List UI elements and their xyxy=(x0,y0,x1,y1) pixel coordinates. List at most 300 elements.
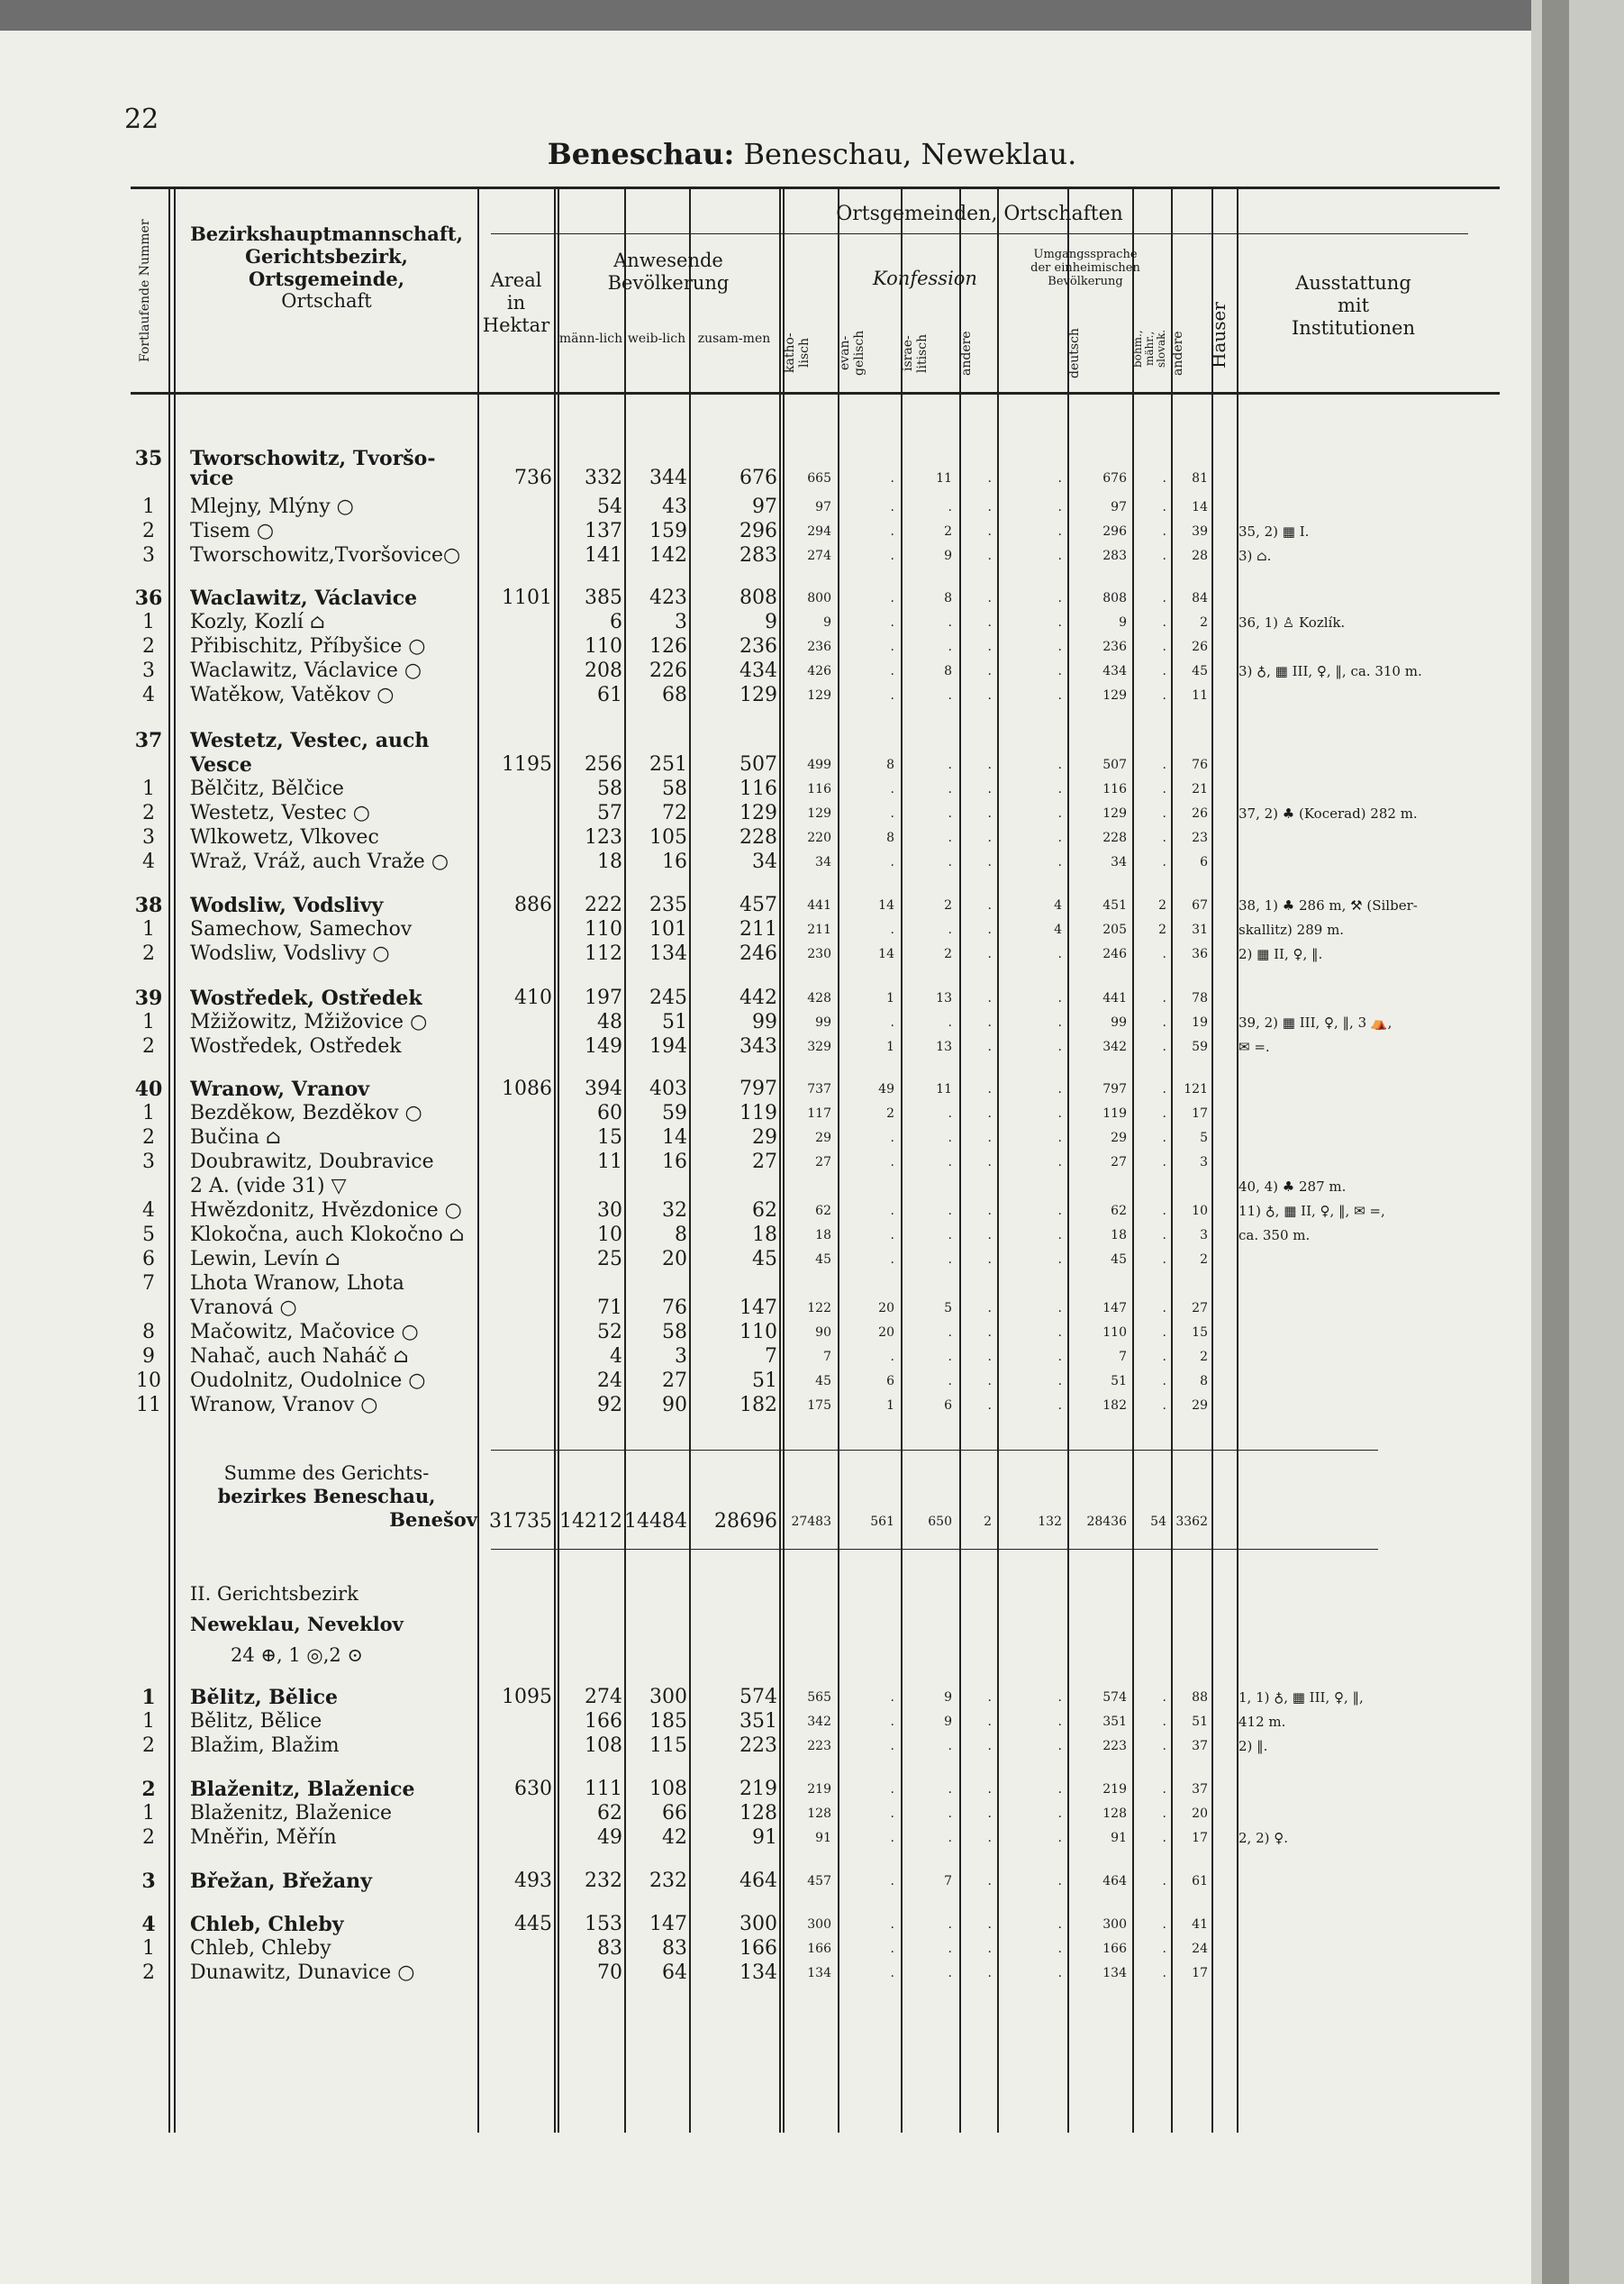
cell-value: . xyxy=(987,615,992,630)
cell-value: 3 xyxy=(675,1345,687,1368)
cell-value: . xyxy=(948,782,952,796)
cell-value: . xyxy=(1057,782,1062,796)
cell-value: 26 xyxy=(1192,806,1208,821)
row-number: 6 xyxy=(142,1248,155,1270)
cell-value: 499 xyxy=(807,758,831,772)
cell-value: 507 xyxy=(739,753,777,776)
place-name: Břežan, Břežany xyxy=(190,1870,372,1892)
row-number: 4 xyxy=(142,1199,155,1222)
cell-value: 2 xyxy=(1158,923,1166,937)
place-name: Wodsliw, Vodslivy xyxy=(190,895,384,916)
place-name: Lhota Wranow, Lhota xyxy=(190,1273,404,1295)
cell-value: 20 xyxy=(878,1301,894,1315)
cell-value: . xyxy=(987,549,992,563)
cell-value: . xyxy=(890,806,894,821)
cell-value: . xyxy=(1162,1040,1166,1054)
cell-value: . xyxy=(1057,947,1062,961)
cell-value: 2 xyxy=(1158,898,1166,913)
header-areal xyxy=(478,269,554,337)
cell-value: 54 xyxy=(597,496,622,518)
header-name-line: Ortsgemeinde, xyxy=(248,268,405,290)
cell-value: . xyxy=(890,524,894,539)
cell-value: . xyxy=(987,1374,992,1388)
cell-value: . xyxy=(890,1942,894,1956)
table-row xyxy=(131,827,1500,849)
cell-value: 29 xyxy=(815,1131,831,1145)
header-name-line: Ortschaft xyxy=(281,290,372,312)
cell-value: 256 xyxy=(585,753,622,776)
cell-value: 10 xyxy=(1192,1204,1208,1218)
cell-value: 24 xyxy=(597,1369,622,1392)
header-ausst-line: Institutionen xyxy=(1292,317,1415,339)
cell-value: 185 xyxy=(649,1710,687,1733)
cell-value: 166 xyxy=(807,1942,831,1956)
place-name: Mžižowitz, Mžižovice ○ xyxy=(190,1012,428,1033)
table-row xyxy=(131,778,1500,800)
cell-value: . xyxy=(1057,1917,1062,1932)
place-name: Dunawitz, Dunavice ○ xyxy=(190,1962,415,1984)
cell-value: 105 xyxy=(649,826,687,849)
sum-label-line: Benešov xyxy=(389,1508,477,1531)
row-number: 1 xyxy=(142,778,155,800)
row-number: 36 xyxy=(134,587,163,610)
header-institutions xyxy=(1238,272,1468,340)
table-row xyxy=(131,1395,1500,1416)
header-umg-line: Bevölkerung xyxy=(1048,275,1123,288)
cell-value: 230 xyxy=(807,947,831,961)
place-name: Wraž, Vráž, auch Vraže ○ xyxy=(190,851,449,873)
cell-value: 62 xyxy=(597,1802,622,1824)
place-name: Bělčitz, Bělčice xyxy=(190,778,344,800)
cell-value: 83 xyxy=(597,1937,622,1960)
cell-value: . xyxy=(1057,1325,1062,1340)
cell-value: 129 xyxy=(739,684,777,706)
place-name: Vranová ○ xyxy=(190,1297,297,1319)
cell-value: . xyxy=(987,923,992,937)
table-row xyxy=(131,730,1500,751)
cell-value: . xyxy=(1162,1917,1166,1932)
cell-value: 17 xyxy=(1192,1106,1208,1121)
cell-value: . xyxy=(1057,1155,1062,1169)
cell-value: 8 xyxy=(886,758,894,772)
institutions-note: 1, 1) ♁, ▦ III, ♀, ‖, xyxy=(1238,1689,1364,1706)
cell-value: . xyxy=(948,1782,952,1797)
cell-value: 34 xyxy=(1111,855,1127,869)
cell-value: . xyxy=(948,1831,952,1845)
institutions-note: 3) ⌂. xyxy=(1238,548,1272,564)
cell-value: 8 xyxy=(944,664,952,678)
header-catholic: katho-lisch xyxy=(783,332,812,374)
cell-value: 23 xyxy=(1192,831,1208,845)
cell-value: 111 xyxy=(585,1778,622,1800)
cell-value: . xyxy=(1162,524,1166,539)
table-row xyxy=(131,1711,1500,1733)
cell-value: . xyxy=(1162,640,1166,654)
place-name: Blaženitz, Blaženice xyxy=(190,1803,393,1824)
row-number: 9 xyxy=(142,1345,155,1368)
court-district-line: 24 ⊕, 1 ◎,2 ⊙ xyxy=(231,1644,364,1666)
court-district-heading xyxy=(190,1579,478,1670)
cell-value: 1 xyxy=(886,1040,894,1054)
cell-value: . xyxy=(1162,1015,1166,1030)
cell-value: . xyxy=(890,1015,894,1030)
cell-value: 97 xyxy=(815,500,831,514)
cell-value: . xyxy=(987,1350,992,1364)
cell-value: . xyxy=(1162,471,1166,486)
cell-value: 51 xyxy=(1192,1715,1208,1729)
cell-value: 797 xyxy=(1102,1082,1127,1097)
table-row xyxy=(131,660,1500,682)
cell-value: 32 xyxy=(662,1199,687,1222)
sum-value: 561 xyxy=(870,1515,894,1529)
cell-value: . xyxy=(1057,500,1062,514)
cell-value: . xyxy=(890,1917,894,1932)
cell-value: 81 xyxy=(1192,471,1208,486)
cell-value: . xyxy=(948,1374,952,1388)
place-name: Oudolnitz, Oudolnice ○ xyxy=(190,1370,426,1392)
cell-value: 134 xyxy=(1102,1966,1127,1980)
header-lang-other: andere xyxy=(1171,331,1185,376)
cell-value: 9 xyxy=(765,611,777,633)
table-row xyxy=(131,1249,1500,1270)
table-row xyxy=(131,1322,1500,1343)
cell-value: 159 xyxy=(649,520,687,542)
cell-value: . xyxy=(987,1301,992,1315)
cell-value: 59 xyxy=(662,1102,687,1124)
cell-value: . xyxy=(890,1131,894,1145)
cell-value: 13 xyxy=(936,1040,952,1054)
cell-value: 441 xyxy=(807,898,831,913)
cell-value: 66 xyxy=(662,1802,687,1824)
cell-value: . xyxy=(948,688,952,703)
cell-value: . xyxy=(1162,688,1166,703)
cell-value: . xyxy=(987,1690,992,1705)
cell-value: . xyxy=(1162,1155,1166,1169)
sum-value: 14484 xyxy=(624,1510,687,1533)
scan-top-edge xyxy=(0,0,1624,31)
cell-value: . xyxy=(1057,1806,1062,1821)
cell-value: . xyxy=(890,1715,894,1729)
cell-value: . xyxy=(948,1325,952,1340)
cell-value: . xyxy=(987,1082,992,1097)
row-number: 2 xyxy=(142,1826,155,1849)
cell-value: . xyxy=(890,1252,894,1267)
row-number: 1 xyxy=(141,1686,156,1709)
cell-value: 507 xyxy=(1102,758,1127,772)
cell-value: . xyxy=(948,615,952,630)
cell-value: 17 xyxy=(1192,1831,1208,1845)
cell-value: . xyxy=(1162,806,1166,821)
cell-value: . xyxy=(987,1874,992,1888)
cell-value: 91 xyxy=(1111,1831,1127,1845)
cell-value: . xyxy=(987,1204,992,1218)
cell-value: 8 xyxy=(886,831,894,845)
row-number: 1 xyxy=(142,1937,155,1960)
cell-value: 128 xyxy=(1102,1806,1127,1821)
sum-value: 28696 xyxy=(714,1510,777,1533)
cell-value: . xyxy=(987,664,992,678)
place-name: Wlkowetz, Vlkovec xyxy=(190,827,379,849)
institutions-note: 2, 2) ♀. xyxy=(1238,1830,1288,1846)
cell-value: . xyxy=(1057,1131,1062,1145)
table-row xyxy=(131,1870,1500,1892)
cell-value: . xyxy=(1162,1204,1166,1218)
cell-value: 3 xyxy=(1200,1155,1208,1169)
place-name: Bezděkow, Bezděkov ○ xyxy=(190,1103,422,1124)
cell-value: . xyxy=(948,923,952,937)
row-number: 1 xyxy=(142,1710,155,1733)
cell-value: 219 xyxy=(807,1782,831,1797)
cell-value: 4 xyxy=(1054,923,1062,937)
cell-value: . xyxy=(987,1155,992,1169)
cell-value: . xyxy=(987,855,992,869)
cell-value: 246 xyxy=(739,942,777,965)
cell-value: 445 xyxy=(514,1913,552,1935)
cell-value: 808 xyxy=(1102,591,1127,605)
cell-value: 451 xyxy=(1102,898,1127,913)
cell-value: 21 xyxy=(1192,782,1208,796)
cell-value: 24 xyxy=(1192,1942,1208,1956)
header-areal-line: Areal xyxy=(490,269,542,291)
cell-value: . xyxy=(1057,640,1062,654)
cell-value: 147 xyxy=(649,1913,687,1935)
institutions-note: ca. 350 m. xyxy=(1238,1227,1311,1243)
cell-value: . xyxy=(1057,1398,1062,1413)
cell-value: . xyxy=(890,1204,894,1218)
cell-value: 112 xyxy=(585,942,622,965)
header-name-line: Gerichtsbezirk, xyxy=(245,245,408,268)
header-female: weib-lich xyxy=(627,332,686,346)
cell-value: . xyxy=(1162,1806,1166,1821)
cell-value: 219 xyxy=(1102,1782,1127,1797)
cell-value: 166 xyxy=(739,1937,777,1960)
cell-value: 108 xyxy=(585,1734,622,1757)
cell-value: 16 xyxy=(662,851,687,873)
table-row xyxy=(131,1078,1500,1100)
cell-value: 20 xyxy=(1192,1806,1208,1821)
cell-value: . xyxy=(890,1690,894,1705)
row-number: 2 xyxy=(142,1126,155,1149)
cell-value: . xyxy=(890,664,894,678)
cell-value: 62 xyxy=(752,1199,777,1222)
cell-value: 464 xyxy=(739,1870,777,1892)
cell-value: . xyxy=(1162,831,1166,845)
place-name: Bučina ⌂ xyxy=(190,1127,281,1149)
cell-value: 1195 xyxy=(502,753,552,776)
cell-value: 332 xyxy=(585,467,622,489)
cell-value: 45 xyxy=(815,1374,831,1388)
cell-value: 76 xyxy=(662,1297,687,1319)
cell-value: 226 xyxy=(649,660,687,682)
cell-value: . xyxy=(987,1831,992,1845)
cell-value: 76 xyxy=(1192,758,1208,772)
cell-value: . xyxy=(890,782,894,796)
table-row xyxy=(131,1735,1500,1757)
cell-value: . xyxy=(1057,1782,1062,1797)
cell-value: . xyxy=(890,1806,894,1821)
institutions-note: 37, 2) ♣ (Kocerad) 282 m. xyxy=(1238,805,1418,822)
cell-value: . xyxy=(890,1739,894,1753)
cell-value: . xyxy=(1057,758,1062,772)
cell-value: . xyxy=(948,1228,952,1242)
cell-value: 72 xyxy=(662,802,687,824)
place-name: Blaženitz, Blaženice xyxy=(190,1779,415,1800)
cell-value: 147 xyxy=(1102,1301,1127,1315)
cell-value: 51 xyxy=(752,1369,777,1392)
cell-value: . xyxy=(987,831,992,845)
cell-value: 630 xyxy=(514,1778,552,1800)
header-german: deutsch xyxy=(1067,328,1082,378)
cell-value: 296 xyxy=(1102,524,1127,539)
cell-value: 410 xyxy=(514,987,552,1009)
cell-value: 61 xyxy=(1192,1874,1208,1888)
header-bottom-rule xyxy=(131,392,1500,395)
cell-value: . xyxy=(1162,991,1166,1006)
cell-value: 134 xyxy=(807,1966,831,1980)
cell-value: . xyxy=(987,1917,992,1932)
cell-value: 97 xyxy=(752,496,777,518)
sum-value: 27483 xyxy=(791,1515,831,1529)
cell-value: . xyxy=(987,1252,992,1267)
cell-value: . xyxy=(1162,1374,1166,1388)
cell-value: 1 xyxy=(886,1398,894,1413)
cell-value: 58 xyxy=(662,1321,687,1343)
cell-value: 31 xyxy=(1192,923,1208,937)
cell-value: . xyxy=(890,1966,894,1980)
cell-value: 7 xyxy=(944,1874,952,1888)
row-number: 2 xyxy=(142,802,155,824)
place-name: Blažim, Blažim xyxy=(190,1735,340,1757)
cell-value: 62 xyxy=(1111,1204,1127,1218)
cell-value: . xyxy=(948,1350,952,1364)
cell-value: 121 xyxy=(1184,1082,1208,1097)
header-pop-line: Bevölkerung xyxy=(607,272,730,294)
cell-value: 29 xyxy=(1192,1398,1208,1413)
institutions-note: 40, 4) ♣ 287 m. xyxy=(1238,1178,1347,1195)
row-number: 2 xyxy=(142,1035,155,1058)
cell-value: 141 xyxy=(585,544,622,567)
cell-value: 27 xyxy=(1111,1155,1127,1169)
table-row xyxy=(131,636,1500,658)
header-pop-line: Anwesende xyxy=(613,250,723,271)
cell-value: . xyxy=(1057,688,1062,703)
cell-value: . xyxy=(987,524,992,539)
cell-value: . xyxy=(987,688,992,703)
table-row xyxy=(131,1036,1500,1058)
cell-value: . xyxy=(1162,1715,1166,1729)
cell-value: . xyxy=(948,1131,952,1145)
cell-value: . xyxy=(1162,1739,1166,1753)
cell-value: 20 xyxy=(662,1248,687,1270)
page-title xyxy=(0,137,1624,171)
cell-value: 97 xyxy=(1111,500,1127,514)
place-name: 2 A. (vide 31) ▽ xyxy=(190,1176,347,1197)
table-row xyxy=(131,1297,1500,1319)
table-row xyxy=(131,1962,1500,1984)
cell-value: 208 xyxy=(585,660,622,682)
cell-value: 232 xyxy=(649,1870,687,1892)
cell-value: 574 xyxy=(1102,1690,1127,1705)
cell-value: 20 xyxy=(878,1325,894,1340)
row-number: 4 xyxy=(142,851,155,873)
cell-value: . xyxy=(890,1874,894,1888)
cell-value: 344 xyxy=(649,467,687,489)
table-row xyxy=(131,851,1500,873)
header-name-line: Bezirkshauptmannschaft, xyxy=(190,223,463,245)
cell-value: . xyxy=(1162,1082,1166,1097)
cell-value: . xyxy=(948,1155,952,1169)
table-row xyxy=(131,496,1500,518)
table-row xyxy=(131,1938,1500,1960)
cell-value: 274 xyxy=(585,1686,622,1708)
cell-value: 11 xyxy=(597,1151,622,1173)
cell-value: 300 xyxy=(739,1913,777,1935)
place-name: Wranow, Vranov ○ xyxy=(190,1395,378,1416)
cell-value: 9 xyxy=(944,1690,952,1705)
cell-value: . xyxy=(1162,549,1166,563)
header-umg-line: der einheimischen xyxy=(1030,261,1140,275)
cell-value: 565 xyxy=(807,1690,831,1705)
row-number: 2 xyxy=(142,1734,155,1757)
sum-row xyxy=(131,1511,1500,1533)
institutions-note: ✉ =. xyxy=(1238,1039,1270,1055)
sum-value: 132 xyxy=(1038,1515,1062,1529)
cell-value: 8 xyxy=(675,1224,687,1246)
cell-value: 58 xyxy=(662,778,687,800)
place-name: Mněřin, Měřín xyxy=(190,1827,337,1849)
place-name: Tisem ○ xyxy=(190,521,275,542)
cell-value: 220 xyxy=(807,831,831,845)
cell-value: 119 xyxy=(739,1102,777,1124)
cell-value: 99 xyxy=(1111,1015,1127,1030)
cell-value: 4 xyxy=(610,1345,622,1368)
cell-value: 19 xyxy=(1192,1015,1208,1030)
cell-value: . xyxy=(1162,1398,1166,1413)
cell-value: 34 xyxy=(752,851,777,873)
cell-value: 11 xyxy=(1192,688,1208,703)
cell-value: 222 xyxy=(585,894,622,916)
cell-value: 67 xyxy=(1192,898,1208,913)
institutions-note: skallitz) 289 m. xyxy=(1238,922,1345,938)
cell-value: 403 xyxy=(649,1078,687,1100)
place-name: Waclawitz, Václavice xyxy=(190,587,418,609)
place-name: Bělitz, Bělice xyxy=(190,1711,322,1733)
cell-value: . xyxy=(1162,1228,1166,1242)
cell-value: 51 xyxy=(662,1011,687,1033)
cell-value: 423 xyxy=(649,587,687,609)
place-name: Klokočna, auch Klokočno ⌂ xyxy=(190,1224,465,1246)
cell-value: 116 xyxy=(1102,782,1127,796)
row-number: 8 xyxy=(142,1321,155,1343)
cell-value: . xyxy=(1162,782,1166,796)
row-number: 3 xyxy=(142,1151,155,1173)
cell-value: 62 xyxy=(815,1204,831,1218)
cell-value: . xyxy=(1162,1301,1166,1315)
cell-value: . xyxy=(1162,1782,1166,1797)
cell-value: 236 xyxy=(739,635,777,658)
cell-value: . xyxy=(987,1228,992,1242)
table-row xyxy=(131,1914,1500,1935)
cell-value: 91 xyxy=(752,1826,777,1849)
cell-value: . xyxy=(1162,1350,1166,1364)
title-rest: Beneschau, Neweklau. xyxy=(743,137,1077,171)
header-konf-other: andere xyxy=(959,331,974,376)
cell-value: . xyxy=(1162,1690,1166,1705)
cell-value: . xyxy=(1057,1015,1062,1030)
cell-value: 342 xyxy=(1102,1040,1127,1054)
cell-value: 223 xyxy=(739,1734,777,1757)
cell-value: . xyxy=(948,831,952,845)
